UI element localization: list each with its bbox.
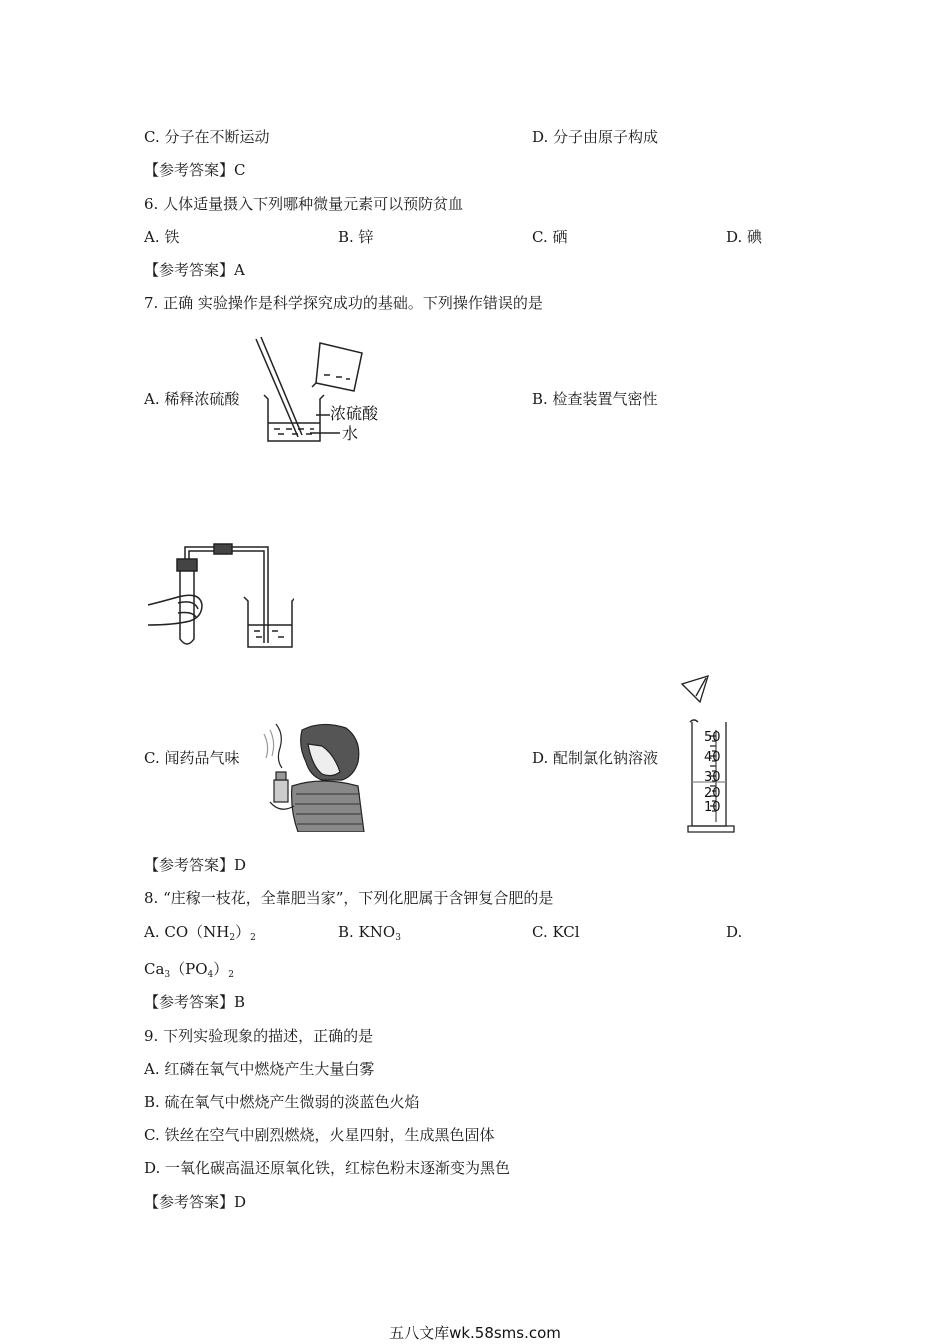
q7-option-c: C. 闻药品气味 xyxy=(144,749,240,767)
q5-option-c: C. 分子在不断运动 xyxy=(144,128,270,146)
q6-option-a: A. 铁 xyxy=(144,228,180,246)
q6-option-d: D. 碘 xyxy=(726,228,763,246)
q6-option-b: B. 锌 xyxy=(338,228,374,246)
q6-stem: 6. 人体适量摄入下列哪种微量元素可以预防贫血 xyxy=(144,195,464,213)
figure-cylinder xyxy=(676,672,748,836)
q7-stem: 7. 正确 实验操作是科学探究成功的基础。下列操作错误的是 xyxy=(144,294,543,312)
q7-option-a: A. 稀释浓硫酸 xyxy=(144,390,240,408)
q7-option-b: B. 检查装置气密性 xyxy=(532,390,658,408)
tick-20: 20 xyxy=(704,786,721,801)
q9-option-c: C. 铁丝在空气中剧烈燃烧，火星四射，生成黑色固体 xyxy=(144,1126,495,1144)
q8-option-a: A. $CO(NH_2)_2$ xyxy=(144,923,256,943)
q5-option-d: D. 分子由原子构成 xyxy=(532,128,659,146)
q9-option-d: D. 一氧化碳高温还原氧化铁，红棕色粉末逐渐变为黑色 xyxy=(144,1159,511,1177)
q9-option-a: A. 红磷在氧气中燃烧产生大量白雾 xyxy=(144,1060,375,1078)
figure-airtightness xyxy=(144,535,294,655)
q8-answer: 【参考答案】B xyxy=(144,993,246,1011)
q9-option-b: B. 硫在氧气中燃烧产生微弱的淡蓝色火焰 xyxy=(144,1093,420,1111)
footer-watermark: 五八文库wk.58sms.com xyxy=(389,1324,561,1342)
figure-dilute-acid xyxy=(250,333,390,445)
figure-smell xyxy=(262,720,366,832)
q5-answer: 【参考答案】C xyxy=(144,161,246,179)
q8-option-d-label: D. xyxy=(726,923,743,941)
label-acid: 浓硫酸 xyxy=(330,404,379,423)
q7-answer: 【参考答案】D xyxy=(144,856,247,874)
q9-answer: 【参考答案】D xyxy=(144,1193,247,1211)
q8-option-c: C. KCl xyxy=(532,923,580,941)
q6-answer: 【参考答案】A xyxy=(144,261,245,279)
q9-stem: 9. 下列实验现象的描述，正确的是 xyxy=(144,1027,374,1045)
label-water: 水 xyxy=(342,424,359,443)
q7-option-d: D. 配制氯化钠溶液 xyxy=(532,749,659,767)
q8-stem: 8. “庄稼一枝花，全靠肥当家”，下列化肥属于含钾复合肥的是 xyxy=(144,889,554,907)
tick-30: 30 xyxy=(704,770,721,785)
tick-10: 10 xyxy=(704,800,721,815)
q6-option-c: C. 硒 xyxy=(532,228,568,246)
q8-option-d: $Ca_3(PO_4)_2$ xyxy=(144,960,235,980)
tick-40: 40 xyxy=(704,750,721,765)
tick-50: 50 xyxy=(704,730,721,745)
q8-option-b: B. $KNO_3$ xyxy=(338,923,401,943)
